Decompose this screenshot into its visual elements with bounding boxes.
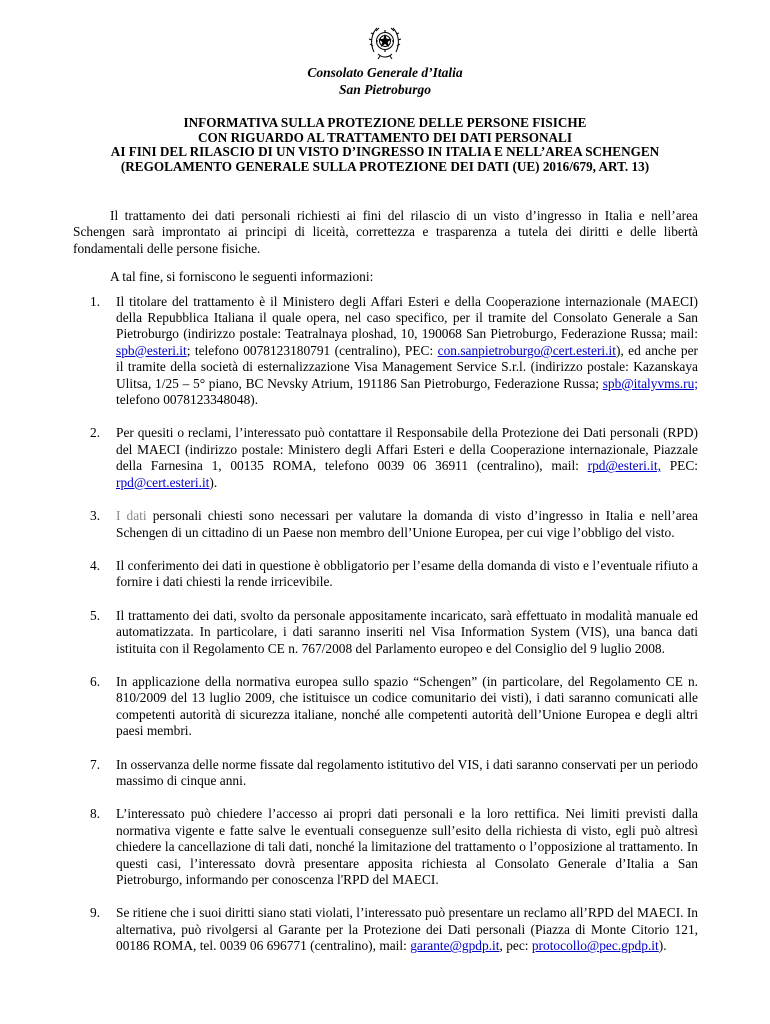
list-number: 3.	[90, 508, 101, 524]
list-item-8: 8. L’interessato può chiedere l’accesso ai propri dati personali e la loro rettifica. Nei limiti previsti dalla normativa vigente e fatte salve le eventuali conseguenze sull’esito della richiesta di visto, egli può altresì chiedere la cancellazione di tali dati, nonché la limitazione del trattamento o l’opposizione al trattamento. In questi casi, l’interessato dovrà presentare apposita richiesta al Consolato Generale d’Italia a San Pietroburgo, informando per conoscenza l'RPD del MAECI.	[90, 806, 698, 887]
intro-paragraph: Il trattamento dei dati personali richiesti ai fini del rilascio di un visto d’ingresso in Italia e nell’area Schengen sarà improntato ai principi di liceità, correttezza e trasparenza a tutela dei diritti e delle libertà fondamentali delle persone fisiche.	[73, 208, 698, 256]
pec-link-rpd[interactable]: rpd@cert.esteri.it	[116, 474, 210, 490]
title-line-1: INFORMATIVA SULLA PROTEZIONE DELLE PERSONE FISICHE	[183, 115, 587, 130]
list-item-7: 7. In osservanza delle norme fissate dal regolamento istitutivo del VIS, i dati saranno conservati per un periodo massimo di cinque anni.	[90, 756, 698, 788]
list-item-3: 3. I dati personali chiesti sono necessari per valutare la domanda di visto d’ingresso in Italia e nell’area Schengen di un cittadino di un Paese non membro dell’Unione Europea, per cui vige l’obbligo del visto.	[90, 508, 699, 540]
email-link-rpd[interactable]: rpd@esteri.it,	[587, 458, 661, 474]
italian-republic-emblem-icon	[368, 22, 402, 60]
list-item-5: 5. Il trattamento dei dati, svolto da personale appositamente incaricato, sarà effettuato in modalità manuale ed automatizzata. In particolare, i dati saranno inseriti nel Visa Information System (VIS), una banca dati istituita con il Regolamento CE n. 767/2008 del Parlamento europeo e del Consiglio del 9 luglio 2008.	[90, 607, 698, 656]
title-line-4: (REGOLAMENTO GENERALE SULLA PROTEZIONE DEI DATI (UE) 2016/679, ART. 13)	[120, 158, 650, 174]
list-number: 6.	[90, 673, 101, 689]
list-number: 5.	[90, 607, 101, 623]
consulate-heading	[0, 64, 770, 98]
document-title	[0, 116, 770, 174]
list-item-4: 4. Il conferimento dei dati in questione è obbligatorio per l’esame della domanda di visto e l’eventuale rifiuto a fornire i dati chiesti la rende irricevibile.	[90, 557, 698, 590]
list-item-2: 2. Per quesiti o reclami, l’interessato può contattare il Responsabile della Protezione dei Dati personali (RPD) del MAECI (indirizzo postale: Ministero degli Affari Esteri e della Cooperazione internazionale, Piazzale della Farnesina 1, 00135 ROMA, telefono 0039 06 36911 (centralino), mail: rpd@esteri.it, PEC: rpd@cert.esteri.it).	[90, 425, 698, 490]
list-item-9: 9. Se ritiene che i suoi diritti siano stati violati, l’interessato può presentare un reclamo all’RPD del MAECI. In alternativa, può rivolgersi al Garante per la Protezione dei Dati personali (Piazza di Monte Citorio 121, 00186 ROMA, tel. 0039 06 696771 (centralino), mail: garante@gpdp.it, pec: protocollo@pec.gpdp.it).	[90, 905, 698, 954]
list-item-1: 1. Il titolare del trattamento è il Ministero degli Affari Esteri e della Cooperazione internazionale (MAECI) della Repubblica Italiana il quale opera, nel caso specifico, per il tramite del Consolato Generale a San Pietroburgo (indirizzo postale: Teatralnaya ploshad, 10, 190068 San Pietroburgo, Federazione Russa; mail: spb@esteri.it; telefono 0078123180791 (centralino), PEC: con.sanpietroburgo@cert.esteri.it), ed anche per il tramite della società di esternalizzazione Visa Management Service S.r.l. (indirizzo postale: Kazanskaya Ulitsa, 1/25 – 5° piano, BC Nevsky Atrium, 191186 San Pietroburgo, Federazione Russa; spb@italyvms.ru; telefono 0078123348048).	[90, 293, 699, 408]
list-number: 8.	[90, 806, 101, 822]
information-list	[73, 294, 698, 955]
document-body	[73, 208, 698, 972]
lead-paragraph: A tal fine, si forniscono le seguenti informazioni:	[110, 269, 374, 285]
list-number: 4.	[90, 557, 101, 573]
email-link-vms[interactable]: spb@italyvms.ru;	[602, 375, 698, 391]
pec-link-consulate[interactable]: con.sanpietroburgo@cert.esteri.it	[437, 342, 616, 358]
list-number: 1.	[90, 293, 101, 309]
list-number: 7.	[90, 756, 101, 772]
list-number: 9.	[90, 905, 101, 921]
consulate-name: Consolato Generale d’Italia	[307, 65, 463, 80]
title-line-2: CON RIGUARDO AL TRATTAMENTO DEI DATI PERSONALI	[198, 129, 572, 145]
consulate-city: San Pietroburgo	[339, 82, 431, 97]
list-number: 2.	[90, 425, 101, 441]
email-link-spb[interactable]: spb@esteri.it	[116, 342, 187, 358]
pec-link-garante[interactable]: protocollo@pec.gpdp.it	[531, 938, 659, 954]
email-link-garante[interactable]: garante@gpdp.it	[410, 938, 500, 954]
list-item-6: 6. In applicazione della normativa europea sullo spazio “Schengen” (in particolare, del Regolamento CE n. 810/2009 del 13 luglio 2009, che istituisce un codice comunitario dei visti), i dati saranno comunicati alle competenti autorità di sicurezza italiane, nonché alle competenti autorità dell’Unione Europea e degli altri paesi membri.	[90, 673, 698, 739]
title-line-3: AI FINI DEL RILASCIO DI UN VISTO D’INGRESSO IN ITALIA E NELL’AREA SCHENGEN	[110, 144, 660, 160]
